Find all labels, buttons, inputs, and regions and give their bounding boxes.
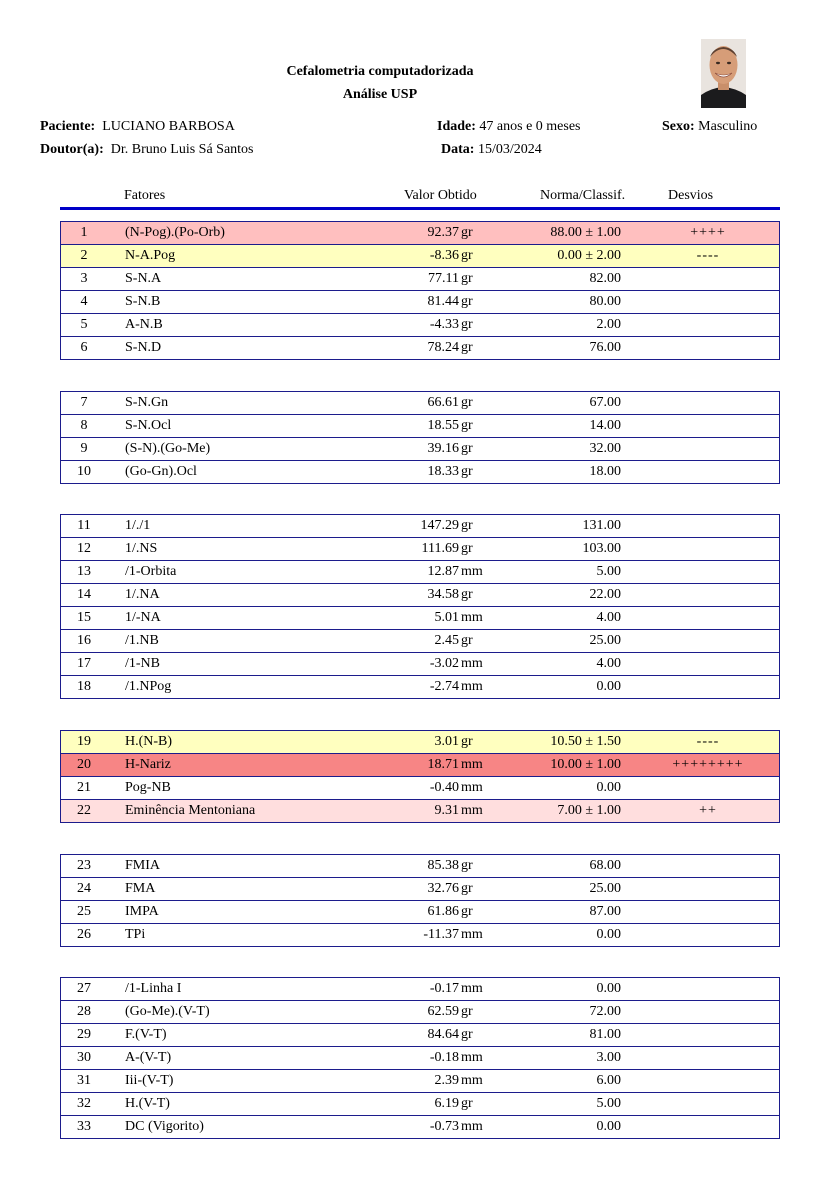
- row-number: 15: [77, 610, 91, 625]
- deviation-marks: ++++++++: [672, 757, 744, 772]
- row-number: 4: [80, 294, 88, 309]
- table-row: [61, 222, 779, 244]
- row-number: 26: [77, 927, 91, 942]
- factor-name: H.(V-T): [125, 1096, 170, 1111]
- norm-value: 4.00: [596, 656, 621, 671]
- value-number: -0.17: [429, 981, 459, 996]
- norm-value: 81.00: [589, 1027, 621, 1042]
- value-number: 3.01: [434, 734, 459, 749]
- patient-name: LUCIANO BARBOSA: [102, 119, 235, 134]
- factor-name: 1/.NS: [125, 541, 158, 556]
- table-row: [61, 392, 779, 414]
- factor-name: TPi: [125, 927, 146, 942]
- obtained-value: [357, 757, 491, 773]
- factor-group: [60, 221, 780, 360]
- table-row: [61, 583, 779, 606]
- value-unit: gr: [461, 1004, 473, 1019]
- factor-name: N-A.Pog: [125, 248, 176, 263]
- table-row: [61, 776, 779, 799]
- value-unit: gr: [461, 225, 473, 240]
- row-number: 17: [77, 656, 91, 671]
- norm-value: 82.00: [589, 271, 621, 286]
- value-number: 5.01: [434, 610, 459, 625]
- value-number: 2.39: [434, 1073, 459, 1088]
- table-row: [61, 560, 779, 583]
- norm-value: 0.00: [596, 927, 621, 942]
- table-row: [61, 1046, 779, 1069]
- table-row: [61, 244, 779, 267]
- value-unit: mm: [461, 1050, 483, 1065]
- age-field: [437, 119, 581, 135]
- norm-value: 3.00: [596, 1050, 621, 1065]
- row-number: 30: [77, 1050, 91, 1065]
- doctor-name: Dr. Bruno Luis Sá Santos: [110, 142, 254, 157]
- value-unit: mm: [461, 564, 483, 579]
- table-row: [61, 799, 779, 822]
- sex-value: Masculino: [698, 119, 758, 134]
- row-number: 24: [77, 881, 91, 896]
- norm-value: 87.00: [589, 904, 621, 919]
- value-number: 18.33: [427, 464, 459, 479]
- factor-name: (Go-Me).(V-T): [125, 1004, 210, 1019]
- value-number: 77.11: [428, 271, 459, 286]
- factor-name: 1/-NA: [125, 610, 161, 625]
- value-number: -11.37: [423, 927, 459, 942]
- obtained-value: [357, 927, 491, 943]
- deviation-marks: ----: [696, 734, 720, 749]
- column-header-fatores: Fatores: [124, 188, 166, 203]
- norm-value: 22.00: [589, 587, 621, 602]
- factor-name: S-N.Ocl: [125, 418, 172, 433]
- table-row: [61, 606, 779, 629]
- sex-field: [662, 119, 757, 135]
- row-number: 9: [80, 441, 88, 456]
- value-number: 92.37: [427, 225, 459, 240]
- value-unit: mm: [461, 1073, 483, 1088]
- value-unit: gr: [461, 418, 473, 433]
- row-number: 18: [77, 679, 91, 694]
- obtained-value: [357, 803, 491, 819]
- patient-field: [40, 119, 235, 135]
- table-row: [61, 877, 779, 900]
- table-row: [61, 267, 779, 290]
- norm-value: 67.00: [589, 395, 621, 410]
- table-row: [61, 1023, 779, 1046]
- norm-value: 5.00: [596, 564, 621, 579]
- value-number: -3.02: [429, 656, 459, 671]
- norm-value: 103.00: [582, 541, 621, 556]
- factor-group: [60, 730, 780, 823]
- deviation-marks: ++: [699, 803, 717, 818]
- doctor-label: Doutor(a):: [40, 142, 104, 157]
- norm-value: 5.00: [596, 1096, 621, 1111]
- table-row: [61, 753, 779, 776]
- norm-value: 10.50 ± 1.50: [550, 734, 621, 749]
- norm-value: 80.00: [589, 294, 621, 309]
- factor-name: 1/.NA: [125, 587, 160, 602]
- factor-name: (N-Pog).(Po-Orb): [125, 225, 225, 240]
- value-number: -0.18: [429, 1050, 459, 1065]
- obtained-value: [357, 248, 491, 264]
- page-title: Cefalometria computadorizada: [286, 64, 474, 79]
- row-number: 29: [77, 1027, 91, 1042]
- value-unit: gr: [461, 881, 473, 896]
- date-value: 15/03/2024: [477, 142, 542, 157]
- value-unit: gr: [461, 633, 473, 648]
- value-unit: mm: [461, 656, 483, 671]
- value-unit: gr: [461, 518, 473, 533]
- obtained-value: [357, 610, 491, 626]
- table-row: [61, 652, 779, 675]
- table-row: [61, 437, 779, 460]
- factor-name: DC (Vigorito): [125, 1119, 204, 1134]
- value-number: 81.44: [427, 294, 459, 309]
- factor-name: Iii-(V-T): [125, 1073, 174, 1088]
- table-row: [61, 923, 779, 946]
- obtained-value: [357, 858, 491, 874]
- table-row: [61, 675, 779, 698]
- value-unit: gr: [461, 248, 473, 263]
- factor-name: S-N.B: [125, 294, 161, 309]
- age-label: Idade:: [437, 119, 476, 134]
- row-number: 22: [77, 803, 91, 818]
- norm-value: 0.00: [596, 780, 621, 795]
- deviation-marks: ++++: [690, 225, 726, 240]
- factor-name: /1-Linha I: [125, 981, 182, 996]
- value-unit: mm: [461, 1119, 483, 1134]
- table-row: [61, 414, 779, 437]
- page-subtitle: Análise USP: [342, 87, 418, 102]
- value-unit: gr: [461, 1027, 473, 1042]
- row-number: 7: [80, 395, 88, 410]
- norm-value: 7.00 ± 1.00: [557, 803, 621, 818]
- norm-value: 6.00: [596, 1073, 621, 1088]
- obtained-value: [357, 904, 491, 920]
- value-number: -0.73: [429, 1119, 459, 1134]
- obtained-value: [357, 734, 491, 750]
- obtained-value: [357, 1096, 491, 1112]
- value-number: 61.86: [427, 904, 459, 919]
- norm-value: 0.00: [596, 981, 621, 996]
- date-label: Data:: [441, 142, 475, 157]
- deviation-marks: ----: [696, 248, 720, 263]
- row-number: 6: [80, 340, 88, 355]
- value-number: 32.76: [427, 881, 459, 896]
- value-unit: gr: [461, 904, 473, 919]
- row-number: 12: [77, 541, 91, 556]
- value-number: -2.74: [429, 679, 459, 694]
- factor-name: A-N.B: [125, 317, 163, 332]
- norm-value: 25.00: [589, 633, 621, 648]
- obtained-value: [357, 679, 491, 695]
- obtained-value: [357, 395, 491, 411]
- table-row: [61, 537, 779, 560]
- value-number: 34.58: [427, 587, 459, 602]
- norm-value: 32.00: [589, 441, 621, 456]
- norm-value: 25.00: [589, 881, 621, 896]
- value-unit: gr: [461, 464, 473, 479]
- value-unit: mm: [461, 780, 483, 795]
- value-unit: mm: [461, 981, 483, 996]
- norm-value: 2.00: [596, 317, 621, 332]
- row-number: 23: [77, 858, 91, 873]
- obtained-value: [357, 418, 491, 434]
- norm-value: 88.00 ± 1.00: [550, 225, 621, 240]
- value-number: 62.59: [427, 1004, 459, 1019]
- norm-value: 18.00: [589, 464, 621, 479]
- doctor-field: [40, 142, 254, 158]
- obtained-value: [357, 1119, 491, 1135]
- column-header-valor: Valor Obtido: [404, 188, 477, 203]
- value-number: 78.24: [427, 340, 459, 355]
- norm-value: 4.00: [596, 610, 621, 625]
- factor-name: H-Nariz: [125, 757, 171, 772]
- obtained-value: [357, 441, 491, 457]
- obtained-value: [357, 780, 491, 796]
- row-number: 14: [77, 587, 91, 602]
- value-unit: gr: [461, 294, 473, 309]
- table-row: [61, 1000, 779, 1023]
- obtained-value: [357, 518, 491, 534]
- value-unit: gr: [461, 541, 473, 556]
- factor-name: Eminência Mentoniana: [125, 803, 256, 818]
- obtained-value: [357, 656, 491, 672]
- obtained-value: [357, 1050, 491, 1066]
- value-number: 66.61: [427, 395, 459, 410]
- row-number: 5: [80, 317, 88, 332]
- factor-name: (S-N).(Go-Me): [125, 441, 211, 456]
- norm-value: 0.00: [596, 1119, 621, 1134]
- row-number: 19: [77, 734, 91, 749]
- value-unit: mm: [461, 610, 483, 625]
- table-row: [61, 855, 779, 877]
- obtained-value: [357, 564, 491, 580]
- norm-value: 14.00: [589, 418, 621, 433]
- factor-name: A-(V-T): [125, 1050, 172, 1065]
- row-number: 21: [77, 780, 91, 795]
- table-row: [61, 313, 779, 336]
- table-row: [61, 460, 779, 483]
- factor-group: [60, 977, 780, 1139]
- factor-name: F.(V-T): [125, 1027, 167, 1042]
- row-number: 25: [77, 904, 91, 919]
- factor-name: FMIA: [125, 858, 161, 873]
- value-number: 18.71: [427, 757, 459, 772]
- table-row: [61, 1092, 779, 1115]
- obtained-value: [357, 587, 491, 603]
- table-row: [61, 978, 779, 1000]
- row-number: 2: [80, 248, 88, 263]
- obtained-value: [357, 981, 491, 997]
- factor-name: /1-NB: [125, 656, 160, 671]
- norm-value: 10.00 ± 1.00: [550, 757, 621, 772]
- factor-name: FMA: [125, 881, 156, 896]
- value-unit: gr: [461, 271, 473, 286]
- table-row: [61, 290, 779, 313]
- column-header-desvios: Desvios: [668, 188, 714, 203]
- header-divider: [60, 207, 780, 210]
- value-unit: gr: [461, 441, 473, 456]
- norm-value: 72.00: [589, 1004, 621, 1019]
- factor-name: S-N.A: [125, 271, 162, 286]
- row-number: 20: [77, 757, 91, 772]
- value-unit: gr: [461, 858, 473, 873]
- row-number: 16: [77, 633, 91, 648]
- obtained-value: [357, 225, 491, 241]
- row-number: 8: [80, 418, 88, 433]
- row-number: 27: [77, 981, 91, 996]
- obtained-value: [357, 464, 491, 480]
- obtained-value: [357, 1073, 491, 1089]
- norm-value: 76.00: [589, 340, 621, 355]
- column-header-norma: Norma/Classif.: [540, 188, 626, 203]
- row-number: 3: [80, 271, 88, 286]
- norm-value: 68.00: [589, 858, 621, 873]
- sex-label: Sexo:: [662, 119, 695, 134]
- norm-value: 131.00: [582, 518, 621, 533]
- patient-photo: [701, 39, 746, 108]
- value-unit: mm: [461, 927, 483, 942]
- value-unit: gr: [461, 317, 473, 332]
- table-row: [61, 1115, 779, 1138]
- value-number: 18.55: [427, 418, 459, 433]
- value-number: 9.31: [434, 803, 459, 818]
- table-row: [61, 1069, 779, 1092]
- value-unit: gr: [461, 587, 473, 602]
- obtained-value: [357, 1004, 491, 1020]
- factor-group: [60, 391, 780, 484]
- factor-name: /1.NB: [125, 633, 159, 648]
- value-number: -4.33: [429, 317, 459, 332]
- value-unit: mm: [461, 803, 483, 818]
- date-field: [441, 142, 542, 158]
- value-number: 2.45: [434, 633, 459, 648]
- row-number: 31: [77, 1073, 91, 1088]
- table-row: [61, 515, 779, 537]
- factor-name: S-N.D: [125, 340, 162, 355]
- factor-group: [60, 514, 780, 699]
- value-number: 84.64: [427, 1027, 459, 1042]
- table-row: [61, 900, 779, 923]
- value-unit: gr: [461, 734, 473, 749]
- row-number: 28: [77, 1004, 91, 1019]
- factor-name: IMPA: [125, 904, 159, 919]
- factor-name: H.(N-B): [125, 734, 173, 749]
- value-number: 85.38: [427, 858, 459, 873]
- row-number: 10: [77, 464, 91, 479]
- value-number: -8.36: [429, 248, 459, 263]
- row-number: 1: [80, 225, 88, 240]
- row-number: 33: [77, 1119, 91, 1134]
- norm-value: 0.00: [596, 679, 621, 694]
- value-unit: gr: [461, 340, 473, 355]
- value-number: 39.16: [427, 441, 459, 456]
- row-number: 32: [77, 1096, 91, 1111]
- value-unit: mm: [461, 757, 483, 772]
- obtained-value: [357, 633, 491, 649]
- norm-value: 0.00 ± 2.00: [557, 248, 621, 263]
- factor-name: Pog-NB: [125, 780, 171, 795]
- age-value: 47 anos e 0 meses: [479, 119, 581, 134]
- obtained-value: [357, 541, 491, 557]
- factor-group: [60, 854, 780, 947]
- obtained-value: [357, 317, 491, 333]
- factor-name: /1.NPog: [125, 679, 172, 694]
- row-number: 11: [77, 518, 91, 533]
- factor-name: 1/./1: [125, 518, 151, 533]
- factor-name: (Go-Gn).Ocl: [125, 464, 197, 479]
- value-number: 111.69: [421, 541, 459, 556]
- factor-name: /1-Orbita: [125, 564, 177, 579]
- obtained-value: [357, 271, 491, 287]
- value-number: 12.87: [427, 564, 459, 579]
- factor-name: S-N.Gn: [125, 395, 169, 410]
- table-row: [61, 731, 779, 753]
- value-number: -0.40: [429, 780, 459, 795]
- obtained-value: [357, 881, 491, 897]
- value-unit: mm: [461, 679, 483, 694]
- obtained-value: [357, 1027, 491, 1043]
- obtained-value: [357, 294, 491, 310]
- patient-label: Paciente:: [40, 119, 96, 134]
- table-row: [61, 336, 779, 359]
- value-number: 147.29: [420, 518, 459, 533]
- value-unit: gr: [461, 395, 473, 410]
- row-number: 13: [77, 564, 91, 579]
- value-unit: gr: [461, 1096, 473, 1111]
- table-row: [61, 629, 779, 652]
- value-number: 6.19: [434, 1096, 459, 1111]
- obtained-value: [357, 340, 491, 356]
